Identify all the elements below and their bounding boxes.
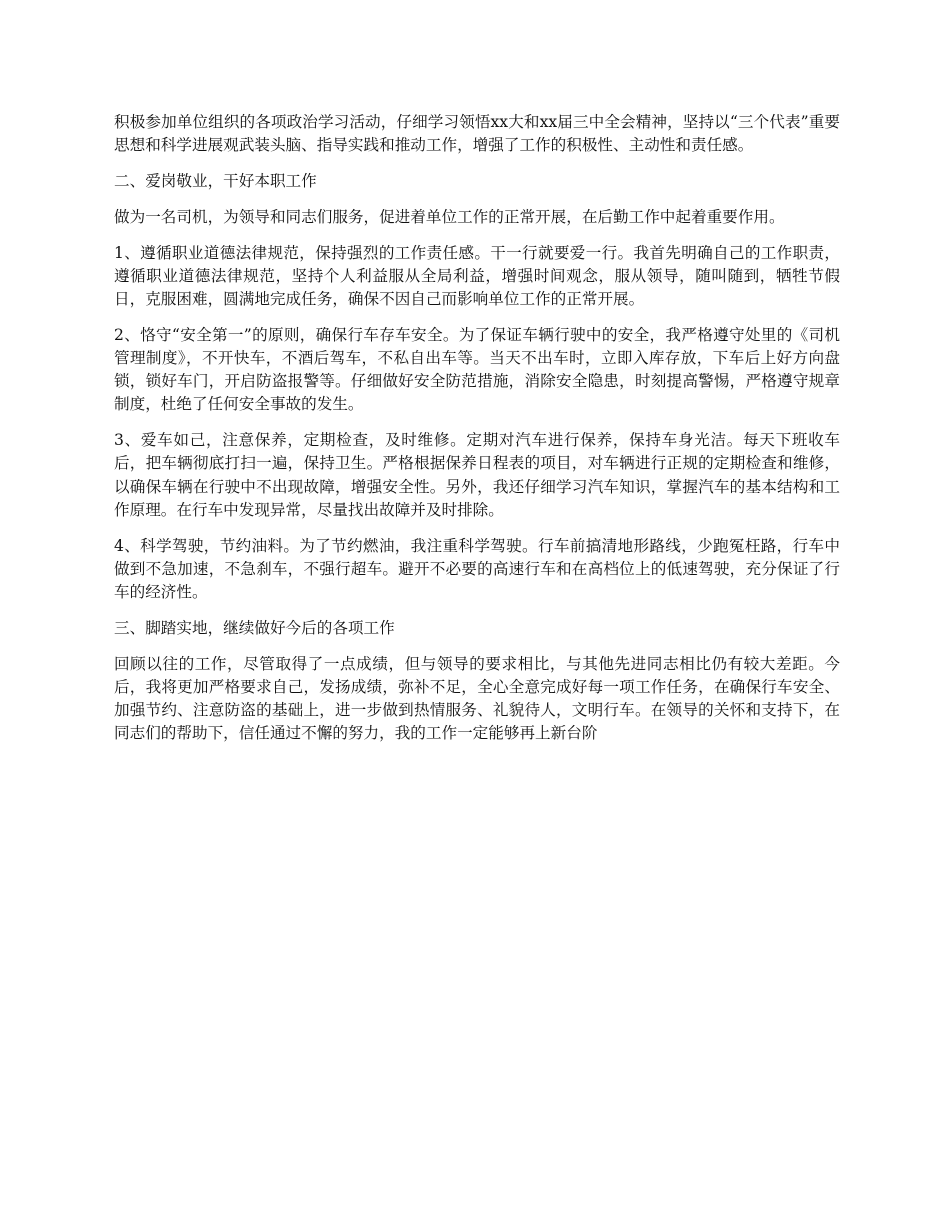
section-heading-2: 二、爱岗敬业，干好本职工作 xyxy=(114,172,317,190)
paragraph-item-1: 1、遵循职业道德法律规范，保持强烈的工作责任感。干一行就要爱一行。我首先明确自己的工作职责，遵循职业道德法律规范，坚持个人利益服从全局利益，增强时间观念，服从领导，随叫随到，牺牲节假日，克服困难，圆满地完成任务，确保不因自己而影响单位工作的正常开展。 xyxy=(114,243,840,308)
paragraph-item-2: 2、恪守“安全第一”的原则，确保行车存车安全。为了保证车辆行驶中的安全，我严格遵守处里的《司机管理制度》，不开快车，不酒后驾车，不私自出车等。当天不出车时，立即入库存放，下车后上好方向盘锁，锁好车门，开启防盗报警等。仔细做好安全防范措施，消除安全隐患，时刻提高警惕，严格遵守规章制度，杜绝了任何安全事故的发生。 xyxy=(114,325,840,414)
paragraph-conclusion: 回顾以往的工作，尽管取得了一点成绩，但与领导的要求相比，与其他先进同志相比仍有较大差距。今后，我将更加严格要求自己，发扬成绩，弥补不足，全心全意完成好每一项工作任务，在确保行车安全、加强节约、注意防盗的基础上，进一步做到热情服务、礼貌待人，文明行车。在领导的关怀和支持下，在同志们的帮助下，信任通过不懈的努力，我的工作一定能够再上新台阶 xyxy=(114,654,840,743)
paragraph-driver-role: 做为一名司机，为领导和同志们服务，促进着单位工作的正常开展，在后勤工作中起着重要作用。 xyxy=(114,207,785,226)
section-heading-3: 三、脚踏实地，继续做好今后的各项工作 xyxy=(114,618,395,637)
document-body xyxy=(114,111,840,758)
paragraph-intro: 积极参加单位组织的各项政治学习活动，仔细学习领悟xx大和xx届三中全会精神，坚持以“三个代表”重要思想和科学进展观武装头脑、指导实践和推动工作，增强了工作的积极性、主动性和责任感。 xyxy=(114,113,840,155)
paragraph-item-3: 3、爱车如己，注意保养，定期检查，及时维修。定期对汽车进行保养，保持车身光洁。每天下班收车后，把车辆彻底打扫一遍，保持卫生。严格根据保养日程表的项目，对车辆进行正规的定期检查和维修，以确保车辆在行驶中不出现故障，增强安全性。另外，我还仔细学习汽车知识，掌握汽车的基本结构和工作原理。在行车中发现异常，尽量找出故障并及时排除。 xyxy=(114,431,840,519)
paragraph-item-4: 4、科学驾驶，节约油料。为了节约燃油，我注重科学驾驶。行车前搞清地形路线，少跑冤枉路，行车中做到不急加速，不急刹车，不强行超车。避开不必要的高速行车和在高档位上的低速驾驶，充分保证了行车的经济性。 xyxy=(114,536,840,602)
